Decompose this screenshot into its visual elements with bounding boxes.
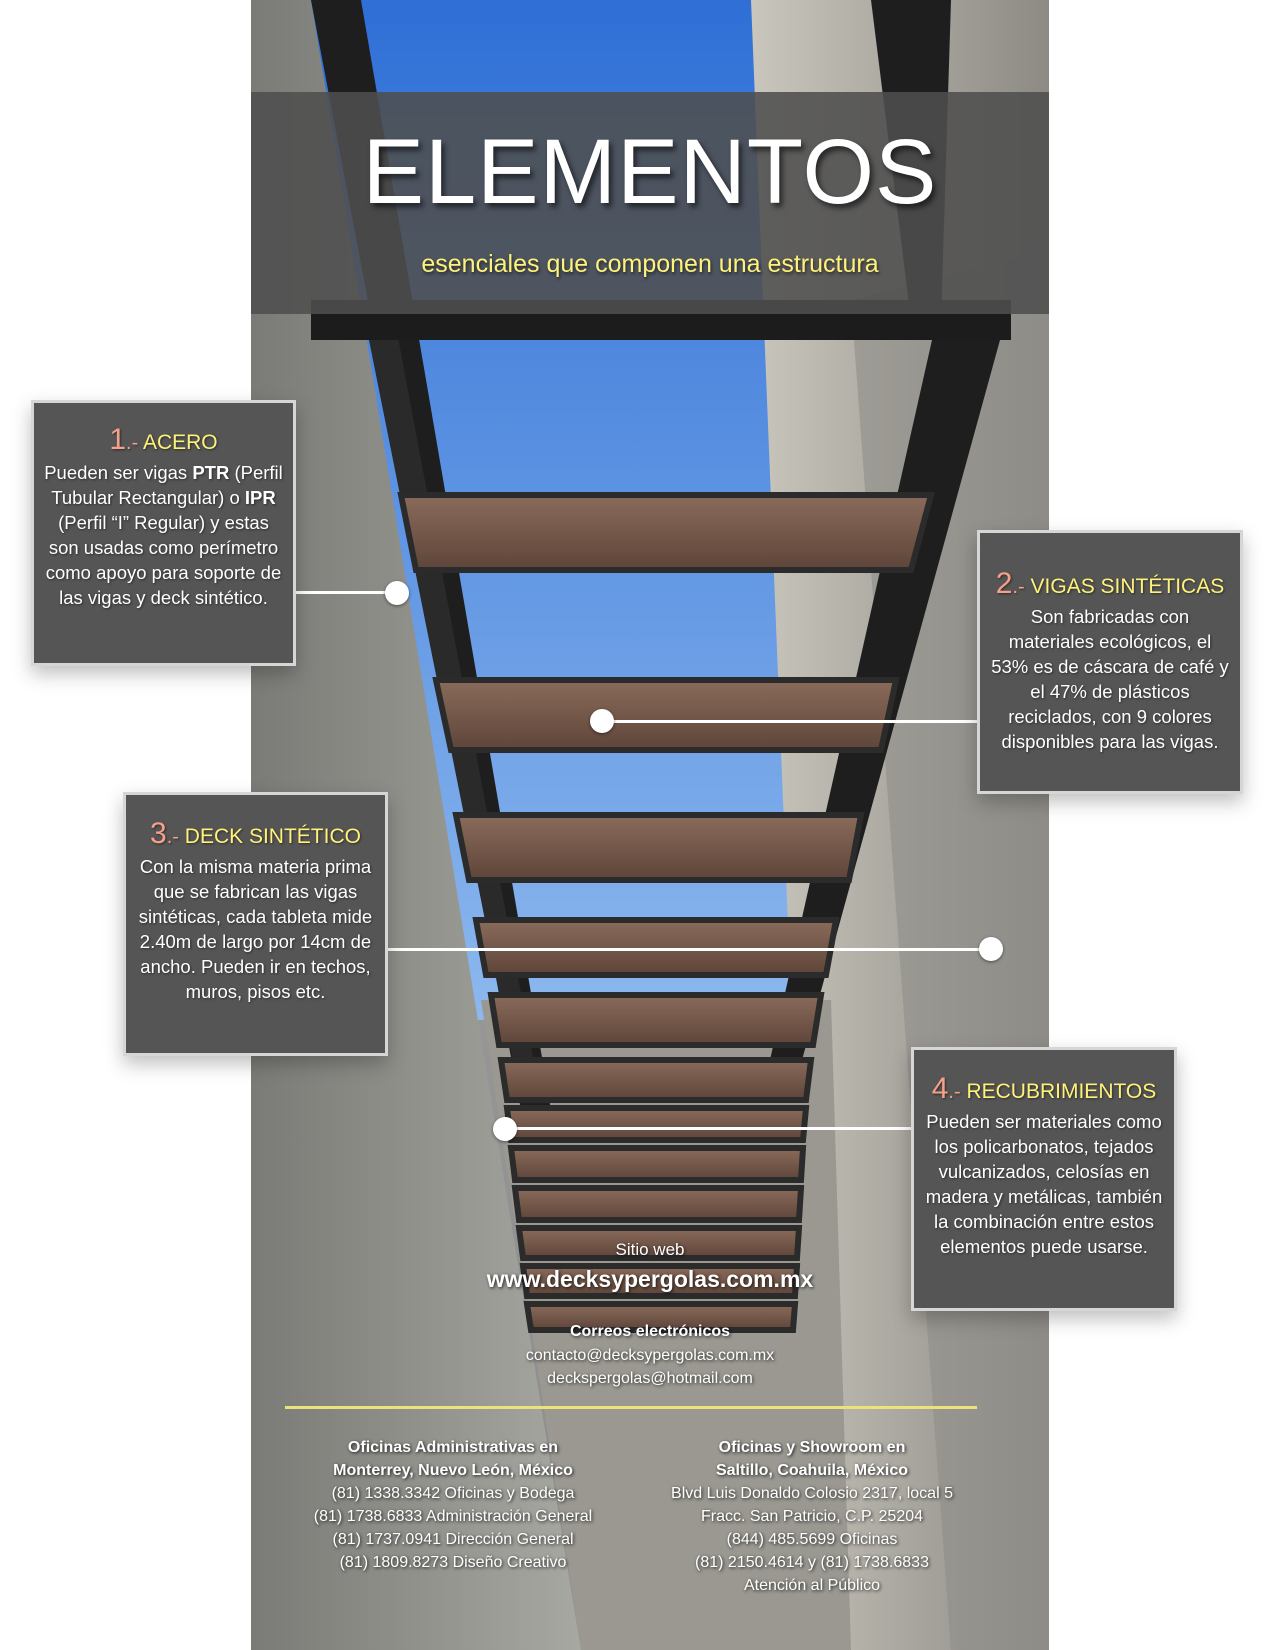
email-label: Correos electrónicos	[569, 1323, 731, 1340]
text-bold: PTR	[192, 462, 230, 483]
element-description: Con la misma materia prima que se fabrican las vigas sintéticas, cada tableta mide 2.40m de largo por 14cm de ancho. Pueden ir en techos, muros, pisos etc.	[138, 856, 373, 1002]
footer-divider	[285, 1406, 977, 1409]
office-line: Blvd Luis Donaldo Colosio 2317, local 5	[671, 1485, 953, 1502]
element-separator: .-	[166, 826, 179, 848]
text-segment: (Perfil Tubular Rectangular) o	[51, 462, 283, 508]
connector-line-2	[602, 720, 978, 723]
office-line: (81) 1738.6833 Administración General	[313, 1508, 593, 1525]
page-subtitle: esenciales que componen una estructura	[421, 250, 879, 278]
office-line: (844) 485.5699 Oficinas	[726, 1531, 898, 1548]
element-heading	[922, 1074, 1166, 1107]
website-link[interactable]: www.decksypergolas.com.mx	[486, 1266, 814, 1292]
connector-line-3	[388, 948, 993, 951]
element-name: ACERO	[142, 431, 218, 454]
element-number: 1	[109, 423, 127, 456]
office-title-line: Oficinas y Showroom en	[718, 1439, 906, 1456]
text-segment: Pueden ser vigas	[44, 462, 193, 483]
element-heading	[134, 819, 377, 852]
text-bold: IPR	[244, 487, 276, 508]
office-line: Atención al Público	[743, 1577, 881, 1594]
element-heading	[44, 425, 283, 458]
connector-line-1	[296, 591, 396, 594]
connector-dot-2	[590, 709, 614, 733]
connector-line-4	[506, 1127, 912, 1130]
element-box-deck-sintetico	[123, 792, 388, 1056]
element-number: 3	[150, 817, 167, 850]
office-line: (81) 1737.0941 Dirección General	[332, 1531, 574, 1548]
element-name: VIGAS SINTÉTICAS	[1030, 575, 1225, 598]
office-line: (81) 2150.4614 y (81) 1738.6833	[695, 1554, 929, 1571]
office-saltillo	[652, 1436, 972, 1597]
element-separator: .-	[948, 1081, 961, 1103]
text-segment: (Perfil “I” Regular) y estas son usadas como perímetro como apoyo para soporte de las vigas y deck sintético.	[45, 512, 282, 608]
connector-dot-4	[493, 1117, 517, 1141]
email-link[interactable]: deckspergolas@hotmail.com	[547, 1370, 753, 1387]
element-description	[44, 460, 283, 610]
element-number: 2	[995, 567, 1013, 600]
element-name: DECK SINTÉTICO	[184, 825, 361, 848]
connector-dot-3	[979, 937, 1003, 961]
office-line: (81) 1338.3342 Oficinas y Bodega	[331, 1485, 575, 1502]
element-description: Son fabricadas con materiales ecológicos, el 53% es de cáscara de café y el 47% de plásticos reciclados, con 9 colores disponibles para las vigas.	[991, 606, 1229, 752]
office-title-line: Saltillo, Coahuila, México	[715, 1462, 909, 1479]
office-title-line: Oficinas Administrativas en	[347, 1439, 559, 1456]
email-link[interactable]: contacto@decksypergolas.com.mx	[525, 1347, 775, 1364]
page-title: ELEMENTOS	[362, 121, 938, 223]
element-box-vigas-sinteticas	[977, 530, 1243, 794]
office-line: Fracc. San Patricio, C.P. 25204	[700, 1508, 924, 1525]
element-separator: .-	[126, 432, 139, 454]
office-title-line: Monterrey, Nuevo León, México	[333, 1462, 573, 1479]
element-description: Pueden ser materiales como los policarbonatos, tejados vulcanizados, celosías en madera y metálicas, también la combinación entre estos elementos puede usarse.	[925, 1111, 1163, 1257]
element-number: 4	[931, 1072, 949, 1105]
element-name: RECUBRIMIENTOS	[966, 1080, 1157, 1103]
office-monterrey	[293, 1436, 613, 1574]
element-box-acero	[31, 400, 296, 666]
element-separator: .-	[1012, 576, 1025, 598]
element-heading	[988, 569, 1232, 602]
connector-dot-1	[385, 581, 409, 605]
website-label: Sitio web	[615, 1240, 685, 1259]
office-line: (81) 1809.8273 Diseño Creativo	[339, 1554, 567, 1571]
title-band	[251, 92, 1049, 314]
